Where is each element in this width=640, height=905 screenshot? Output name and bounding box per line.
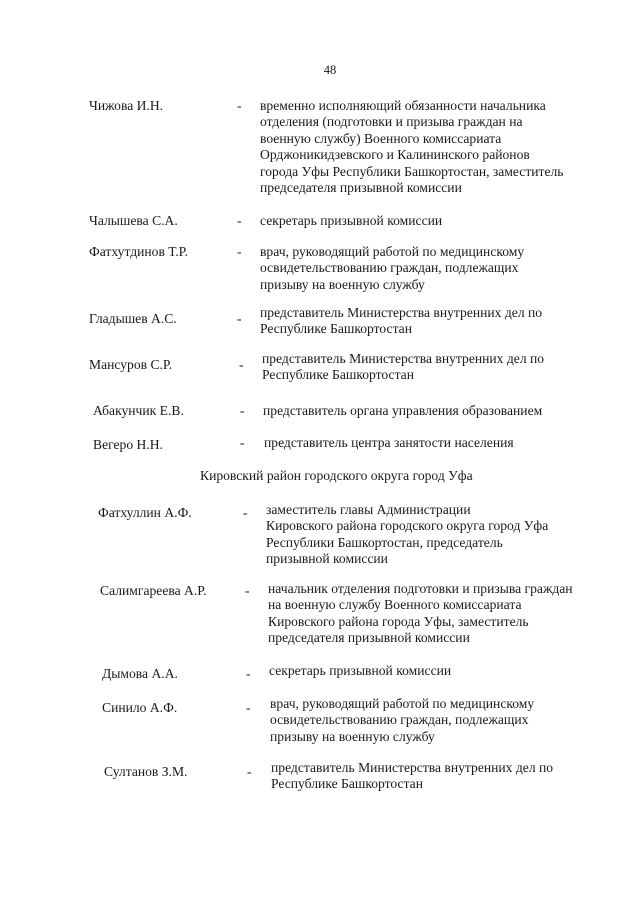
member-role: представитель Министерства внутренних дел по Республике Башкортостан [271,760,554,792]
dash: - [237,244,242,259]
dash: - [243,505,248,520]
member-role: временно исполняющий обязанности начальника отделения (подготовки и призыва граждан на военную службу) Военного комиссариата Орджоникидзевского и Калининского районов города Уфы Республики Башкортостан, заместитель председателя призывной комиссии [260,98,564,196]
member-role: представитель центра занятости населения [264,435,514,450]
member-role: представитель Министерства внутренних дел по Республике Башкортостан [262,351,545,383]
dash: - [237,213,242,228]
member-name: Синило А.Ф. [102,700,178,715]
member-name: Фатхуллин А.Ф. [98,505,192,520]
dash: - [237,98,242,113]
dash: - [247,764,252,779]
member-name: Гладышев А.С. [89,311,177,326]
member-name: Абакунчик Е.В. [93,403,184,418]
member-name: Фатхутдинов Т.Р. [89,244,188,259]
dash: - [246,700,251,715]
page-number: 48 [323,63,337,77]
member-role: заместитель главы Администрации Кировского района городского округа город Уфа Республики Башкортостан, председатель призывной комиссии [266,502,549,567]
member-name: Вегеро Н.Н. [93,437,163,452]
dash: - [240,403,245,418]
member-role: секретарь призывной комиссии [260,213,443,228]
member-role: секретарь призывной комиссии [269,663,452,678]
member-role: начальник отделения подготовки и призыва граждан на военную службу Военного комиссариата Кировского района города Уфы, заместитель председателя призывной комиссии [268,581,573,646]
member-name: Мансуров С.Р. [89,357,173,372]
member-name: Дымова А.А. [102,666,178,681]
member-role: представитель Министерства внутренних дел по Республике Башкортостан [260,305,543,337]
member-role: врач, руководящий работой по медицинскому освидетельствованию граждан, подлежащих призыву на военную службу [270,696,535,744]
dash: - [240,435,245,450]
member-role: представитель органа управления образованием [263,403,543,418]
dash: - [245,583,250,598]
section-heading: Кировский район городского округа город Уфа [200,468,473,483]
member-name: Салимгареева А.Р. [100,583,207,598]
member-name: Султанов З.М. [104,764,188,779]
dash: - [246,666,251,681]
member-role: врач, руководящий работой по медицинскому освидетельствованию граждан, подлежащих призыву на военную службу [260,244,525,292]
dash: - [239,357,244,372]
dash: - [237,311,242,326]
member-name: Чижова И.Н. [89,98,164,113]
member-name: Чалышева С.А. [89,213,178,228]
